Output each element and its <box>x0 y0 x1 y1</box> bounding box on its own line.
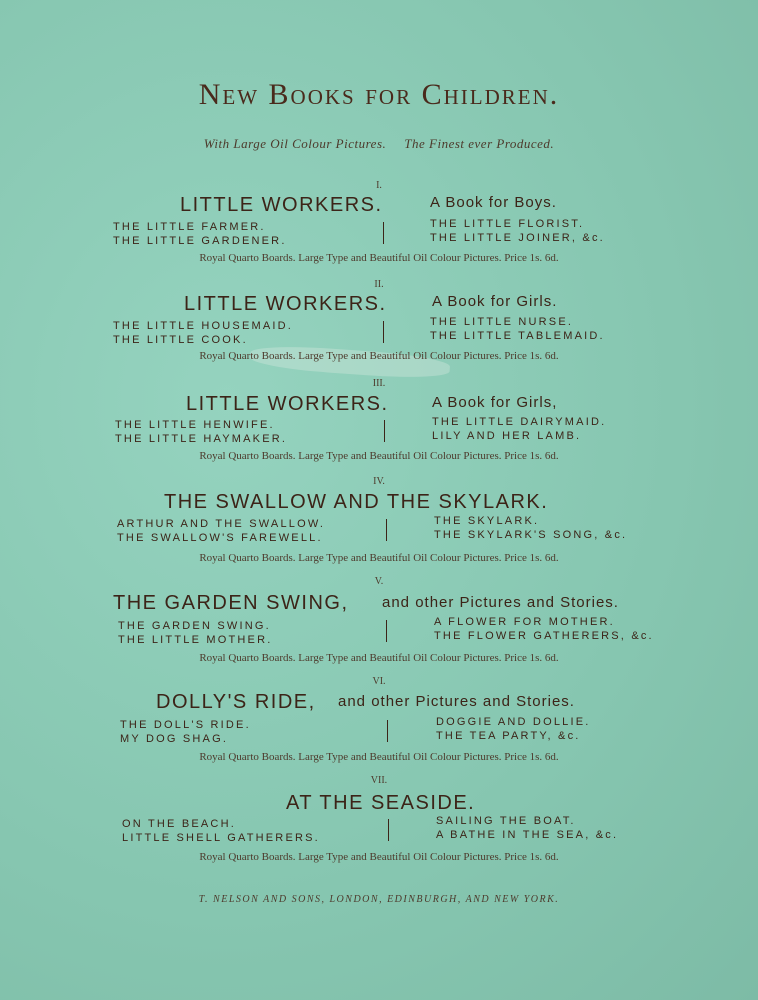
left-item: ARTHUR AND THE SWALLOW. <box>117 518 326 530</box>
section-heading: THE GARDEN SWING, <box>113 592 349 614</box>
right-item: THE TEA PARTY, &c. <box>436 730 581 742</box>
section-heading: AT THE SEASIDE. <box>286 792 476 814</box>
section-detail: Royal Quarto Boards. Large Type and Beautiful Oil Colour Pictures. Price 1s. 6d. <box>199 552 559 564</box>
section-heading: LITTLE WORKERS. <box>186 393 389 415</box>
left-item: THE DOLL'S RIDE. <box>120 719 251 731</box>
section-heading: DOLLY'S RIDE, <box>156 691 316 713</box>
left-item: THE LITTLE COOK. <box>113 334 248 346</box>
subtitle-right: The Finest ever Produced. <box>404 136 555 151</box>
right-item: A FLOWER FOR MOTHER. <box>434 616 615 628</box>
right-item: THE LITTLE JOINER, &c. <box>430 232 605 244</box>
left-item: MY DOG SHAG. <box>120 733 229 745</box>
section-numeral: V. <box>374 576 384 587</box>
left-item: THE GARDEN SWING. <box>118 620 271 632</box>
section-detail: Royal Quarto Boards. Large Type and Beautiful Oil Colour Pictures. Price 1s. 6d. <box>199 450 559 462</box>
section-detail: Royal Quarto Boards. Large Type and Beautiful Oil Colour Pictures. Price 1s. 6d. <box>199 851 559 863</box>
right-item: THE LITTLE FLORIST. <box>430 218 585 230</box>
column-divider <box>387 720 388 742</box>
column-divider <box>383 321 384 343</box>
section-heading: THE SWALLOW AND THE SKYLARK. <box>164 491 549 513</box>
column-divider <box>383 222 384 244</box>
paper-stain <box>249 343 450 381</box>
right-item: THE LITTLE DAIRYMAID. <box>432 416 607 428</box>
page-subtitle <box>0 136 758 152</box>
section-subheading: and other Pictures and Stories. <box>338 693 575 710</box>
section-numeral: VII. <box>370 775 388 786</box>
section-heading: LITTLE WORKERS. <box>184 293 387 315</box>
column-divider <box>388 819 389 841</box>
left-item: THE LITTLE FARMER. <box>113 221 266 233</box>
subtitle-left: With Large Oil Colour Pictures. <box>203 136 387 151</box>
column-divider <box>384 420 385 442</box>
left-item: THE LITTLE HENWIFE. <box>115 419 275 431</box>
section-numeral: I. <box>376 180 382 191</box>
right-item: THE LITTLE TABLEMAID. <box>430 330 605 342</box>
left-item: LITTLE SHELL GATHERERS. <box>122 832 320 844</box>
publisher-footer: T. NELSON AND SONS, LONDON, EDINBURGH, AND NEW YORK. <box>198 894 560 905</box>
section-subheading: A Book for Girls, <box>432 394 558 411</box>
left-item: THE LITTLE GARDENER. <box>113 235 287 247</box>
section-heading: LITTLE WORKERS. <box>180 194 383 216</box>
right-item: LILY AND HER LAMB. <box>432 430 582 442</box>
section-detail: Royal Quarto Boards. Large Type and Beautiful Oil Colour Pictures. Price 1s. 6d. <box>199 751 559 763</box>
section-detail: Royal Quarto Boards. Large Type and Beautiful Oil Colour Pictures. Price 1s. 6d. <box>199 652 559 664</box>
section-numeral: VI. <box>372 676 386 687</box>
right-item: A BATHE IN THE SEA, &c. <box>436 829 619 841</box>
right-item: THE LITTLE NURSE. <box>430 316 574 328</box>
section-numeral: III. <box>372 378 386 389</box>
section-subheading: A Book for Girls. <box>432 293 558 310</box>
section-numeral: II. <box>374 279 384 290</box>
left-item: THE SWALLOW'S FAREWELL. <box>117 532 323 544</box>
section-subheading: and other Pictures and Stories. <box>382 594 619 611</box>
right-item: THE FLOWER GATHERERS, &c. <box>434 630 654 642</box>
left-item: ON THE BEACH. <box>122 818 236 830</box>
page-title: New Books for Children. <box>198 78 560 111</box>
section-subheading: A Book for Boys. <box>430 194 557 211</box>
left-item: THE LITTLE HAYMAKER. <box>115 433 288 445</box>
column-divider <box>386 620 387 642</box>
right-item: THE SKYLARK. <box>434 515 540 527</box>
left-item: THE LITTLE HOUSEMAID. <box>113 320 294 332</box>
column-divider <box>386 519 387 541</box>
section-detail: Royal Quarto Boards. Large Type and Beautiful Oil Colour Pictures. Price 1s. 6d. <box>199 252 559 264</box>
left-item: THE LITTLE MOTHER. <box>118 634 273 646</box>
right-item: THE SKYLARK'S SONG, &c. <box>434 529 628 541</box>
right-item: SAILING THE BOAT. <box>436 815 576 827</box>
right-item: DOGGIE AND DOLLIE. <box>436 716 591 728</box>
section-numeral: IV. <box>373 476 385 487</box>
section-detail: Royal Quarto Boards. Large Type and Beautiful Oil Colour Pictures. Price 1s. 6d. <box>199 350 559 362</box>
